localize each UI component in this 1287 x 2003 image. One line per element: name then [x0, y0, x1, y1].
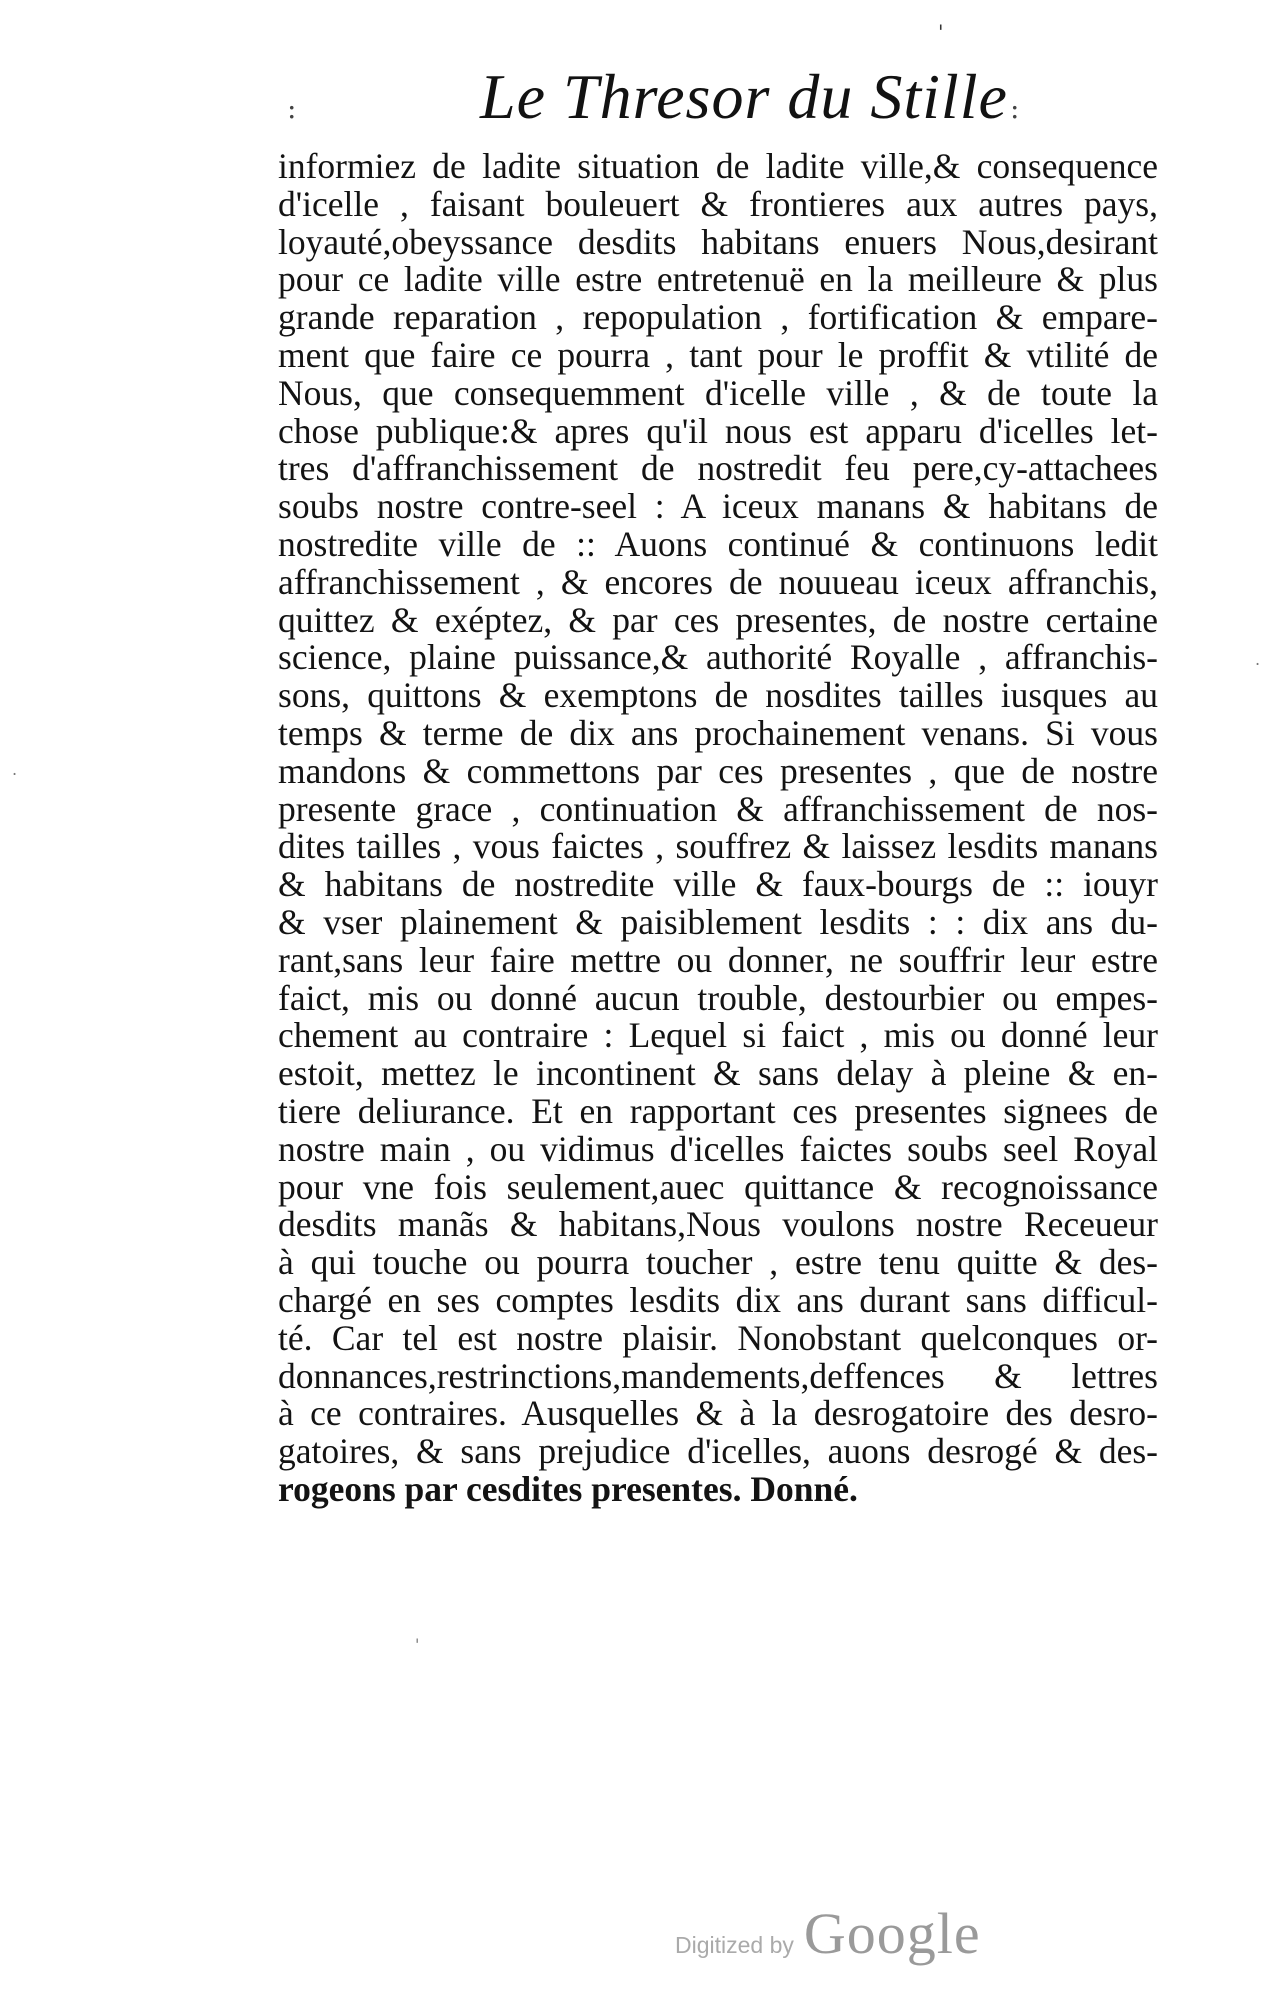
text-line: Nous, que consequemment d'icelle ville , & de toute la	[278, 372, 1158, 413]
text-line: presente grace , continuation & affranchissement de nos-	[278, 788, 1158, 829]
text-line: chement au contraire : Lequel si faict , mis ou donné leur	[278, 1015, 1158, 1056]
text-line: sons, quittons & exemptons de nosdites tailles iusques au	[278, 675, 1158, 716]
text-line: té. Car tel est nostre plaisir. Nonobstant quelconques or-	[278, 1317, 1158, 1358]
text-line: loyauté,obeyssance desdits habitans enuers Nous,desirant	[278, 221, 1158, 262]
text-line: quittez & exéptez, & par ces presentes, de nostre certaine	[278, 599, 1158, 640]
text-line: & habitans de nostredite ville & faux-bourgs de :: iouyr	[278, 864, 1158, 905]
text-line: tres d'affranchissement de nostredit feu pere,cy-attachees	[278, 448, 1158, 489]
text-line: soubs nostre contre-seel : A iceux manans & habitans de	[278, 486, 1158, 527]
text-line: grande reparation , repopulation , fortification & empare-	[278, 297, 1158, 338]
text-line: estoit, mettez le incontinent & sans delay à pleine & en-	[278, 1053, 1158, 1094]
text-line-final: rogeons par cesdites presentes. Donné.	[278, 1468, 858, 1509]
text-line: tiere deliurance. Et en rapportant ces presentes signees de	[278, 1090, 1158, 1131]
text-line: desdits manãs & habitans,Nous voulons nostre Receueur	[278, 1204, 1158, 1245]
text-line: mandons & commettons par ces presentes , que de nostre	[278, 750, 1158, 791]
text-line: science, plaine puissance,& authorité Royalle , affranchis-	[278, 637, 1158, 678]
text-line: temps & terme de dix ans prochainement venans. Si vous	[278, 712, 1158, 753]
text-line: ment que faire ce pourra , tant pour le proffit & vtilité de	[278, 334, 1158, 375]
running-head-mark-right: :	[1010, 92, 1020, 125]
running-head: Le Thresor du Stille	[480, 61, 1008, 132]
text-line: informiez de ladite situation de ladite ville,& consequence	[278, 146, 1158, 186]
watermark-prefix: Digitized by	[675, 1932, 794, 1958]
digitized-by-google-watermark	[675, 1900, 981, 1967]
text-line: donnances,restrinctions,mandements,deffences & lettres	[278, 1355, 1158, 1396]
text-line: pour vne fois seulement,auec quittance & recognoissance	[278, 1166, 1158, 1207]
text-line: gatoires, & sans prejudice d'icelles, auons desrogé & des-	[278, 1431, 1158, 1472]
text-line: & vser plainement & paisiblement lesdits : : dix ans du-	[278, 901, 1158, 942]
running-head-mark-left: :	[287, 92, 297, 125]
scan-speck: .	[12, 760, 18, 779]
text-line: nostre main , ou vidimus d'icelles faictes soubs seel Royal	[278, 1128, 1158, 1169]
scan-speck: .	[1255, 650, 1261, 669]
top-tick-mark: '	[938, 20, 944, 44]
body-text	[278, 148, 1158, 1509]
text-line: d'icelle , faisant bouleuert & frontieres aux autres pays,	[278, 183, 1158, 224]
text-line: nostredite ville de :: Auons continué & continuons ledit	[278, 523, 1158, 564]
text-line: chose publique:& apres qu'il nous est apparu d'icelles let-	[278, 410, 1158, 451]
text-line: à ce contraires. Ausquelles & à la desrogatoire des desro-	[278, 1393, 1158, 1434]
text-line: pour ce ladite ville estre entretenuë en la meilleure & plus	[278, 259, 1158, 300]
scan-speck: '	[415, 1635, 420, 1654]
text-line: à qui touche ou pourra toucher , estre tenu quitte & des-	[278, 1242, 1158, 1283]
text-line: chargé en ses comptes lesdits dix ans durant sans difficul-	[278, 1279, 1158, 1320]
google-logo: Google	[803, 1901, 981, 1966]
text-line: rant,sans leur faire mettre ou donner, ne souffrir leur estre	[278, 939, 1158, 980]
text-line: affranchissement , & encores de nouueau iceux affranchis,	[278, 561, 1158, 602]
text-line: faict, mis ou donné aucun trouble, destourbier ou empes-	[278, 977, 1158, 1018]
text-line: dites tailles , vous faictes , souffrez & laissez lesdits manans	[278, 826, 1158, 867]
